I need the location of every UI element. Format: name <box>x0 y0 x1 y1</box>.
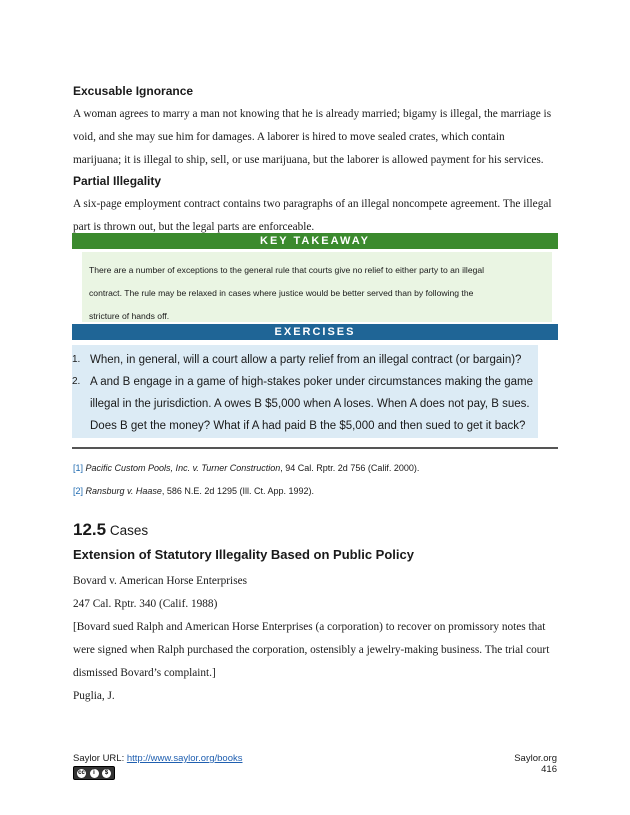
paragraph-line: marijuana; it is illegal to ship, sell, or use marijuana, but the laborer is allowed payment for his services. <box>73 154 544 166</box>
footnote-citation: , 586 N.E. 2d 1295 (Ill. Ct. App. 1992). <box>161 486 314 496</box>
paragraph-line: part is thrown out, but the legal parts are enforceable. <box>73 221 315 233</box>
case-line: Bovard v. American Horse Enterprises <box>73 575 248 587</box>
section-name: Cases <box>106 523 149 538</box>
exercise-line: A and B engage in a game of high-stakes poker under circumstances making the game <box>90 376 534 388</box>
partial-illegality-heading: Partial Illegality <box>73 174 162 188</box>
excusable-ignorance-paragraph <box>73 103 563 172</box>
exercise-line: When, in general, will a court allow a party relief from an illegal contract (or bargain)? <box>90 354 522 366</box>
takeaway-line: There are a number of exceptions to the general rule that courts give no relief to either party to an illegal <box>89 265 485 275</box>
excusable-ignorance-heading: Excusable Ignorance <box>73 84 194 98</box>
exercise-item <box>72 371 542 437</box>
takeaway-line: stricture of hands off. <box>89 311 170 321</box>
exercise-line: illegal in the jurisdiction. A owes B $5,000 when A loses. When A does not pay, B sues. <box>90 398 530 410</box>
section-number: 12.5 <box>73 520 107 539</box>
footer-url-link[interactable]: http://www.saylor.org/books <box>126 753 243 764</box>
case-heading: Extension of Statutory Illegality Based on Public Policy <box>73 547 414 562</box>
case-line: were signed when Ralph purchased the corporation, ostensibly a jewelry-making business. The trial court <box>73 644 550 656</box>
footer-url <box>73 753 243 764</box>
footnote-citation: , 94 Cal. Rptr. 2d 756 (Calif. 2000). <box>280 463 420 473</box>
footer-site-name: Saylor.org <box>514 753 557 764</box>
exercises-list <box>72 349 542 437</box>
footnote-2 <box>73 486 314 496</box>
footnote-1 <box>73 463 419 473</box>
case-line: dismissed Bovard’s complaint.] <box>73 667 216 679</box>
case-line: Puglia, J. <box>73 690 115 702</box>
paragraph-line: A woman agrees to marry a man not knowing that he is already married; bigamy is illegal, the marriage is <box>73 108 552 120</box>
exercise-item <box>72 349 542 371</box>
section-title <box>73 520 148 540</box>
footnote-case-name: Pacific Custom Pools, Inc. v. Turner Construction <box>85 463 281 473</box>
exercise-number: 2. <box>72 376 81 387</box>
exercise-number: 1. <box>72 354 81 365</box>
footnote-case-name: Ransburg v. Haase <box>85 486 162 496</box>
takeaway-line: contract. The rule may be relaxed in cases where justice would be better served than by following the <box>89 288 474 298</box>
footer-url-label: Saylor URL: <box>73 753 127 764</box>
page-number: 416 <box>541 764 557 775</box>
exercise-line: Does B get the money? What if A had paid B the $5,000 and then sued to get it back? <box>90 420 526 432</box>
key-takeaway-text <box>89 259 544 328</box>
footnote-ref-link[interactable]: [2] <box>73 486 84 496</box>
case-line: 247 Cal. Rptr. 340 (Calif. 1988) <box>73 598 218 610</box>
paragraph-line: A six-page employment contract contains two paragraphs of an illegal noncompete agreement. The illegal <box>73 198 552 210</box>
paragraph-line: void, and she may sue him for damages. A laborer is hired to move sealed crates, which contain <box>73 131 505 143</box>
footnote-ref-link[interactable]: [1] <box>73 463 84 473</box>
footnote-divider <box>72 447 558 449</box>
creative-commons-icon: cc i $ <box>73 766 115 780</box>
footer-site <box>514 753 557 775</box>
case-text <box>73 570 563 708</box>
exercises-banner: EXERCISES <box>72 324 558 340</box>
case-line: [Bovard sued Ralph and American Horse Enterprises (a corporation) to recover on promissory notes that <box>73 621 546 633</box>
key-takeaway-banner: KEY TAKEAWAY <box>72 233 558 249</box>
